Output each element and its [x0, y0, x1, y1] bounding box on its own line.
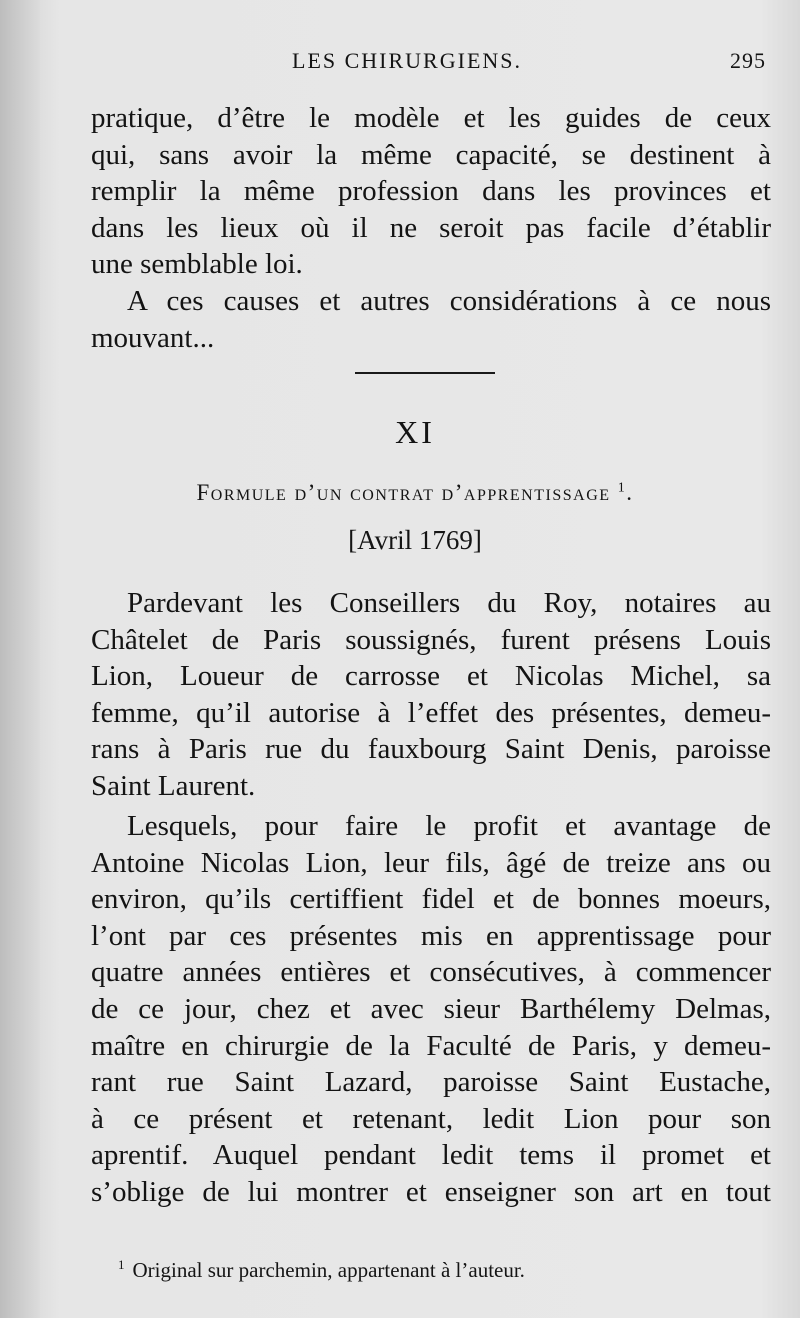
text-line: rans à Paris rue du fauxbourg Saint Denis, paroisse — [91, 733, 771, 766]
text-line: rant rue Saint Lazard, paroisse Saint Eustache, — [91, 1066, 771, 1099]
text-line: mouvant... — [91, 321, 215, 354]
page-number: 295 — [730, 48, 766, 73]
footnote-marker: 1 — [118, 1257, 125, 1272]
page-gutter — [0, 0, 40, 1318]
paragraph-2 — [91, 808, 771, 1211]
text-line: Châtelet de Paris soussignés, furent présens Louis — [91, 623, 771, 656]
footnote-ref: 1 — [617, 480, 627, 496]
text-line: remplir la même profession dans les provinces et — [91, 175, 771, 208]
text-line: Saint Laurent. — [91, 769, 256, 802]
running-head: LES CHIRURGIENS. — [292, 48, 523, 73]
text-line: dans les lieux où il ne seroit pas facile d’établir — [91, 211, 771, 244]
text-line: qui, sans avoir la même capacité, se destinent à — [91, 138, 771, 171]
text-line: A ces causes et autres considérations à ce nous — [127, 284, 771, 317]
intro-text — [91, 100, 771, 356]
text-line: Lion, Loueur de carrosse et Nicolas Michel, sa — [91, 660, 771, 693]
text-line: pratique, d’être le modèle et les guides de ceux — [91, 102, 771, 134]
text-line: l’ont par ces présentes mis en apprentissage pour — [91, 919, 771, 952]
text-line: s’oblige de lui montrer et enseigner son art en tout — [91, 1175, 771, 1208]
text-line: Lesquels, pour faire le profit et avantage de — [127, 810, 771, 842]
text-line: à ce présent et retenant, ledit Lion pour son — [91, 1102, 771, 1135]
section-title: Formule d’un contrat d’apprentissage $^1$. — [196, 480, 634, 505]
text-line: Antoine Nicolas Lion, leur fils, âgé de treize ans ou — [91, 846, 771, 879]
section-divider — [355, 372, 495, 374]
text-line: environ, qu’ils certiffient fidel et de bonnes moeurs, — [91, 883, 771, 916]
text-line: maître en chirurgie de la Faculté de Paris, y demeu- — [91, 1029, 771, 1062]
footnote-text: Original sur parchemin, appartenant à l’auteur. — [132, 1258, 525, 1282]
section-date: [Avril 1769] — [348, 525, 482, 555]
text-line: quatre années entières et consécutives, à commencer — [91, 956, 771, 989]
section-number: XI — [395, 414, 435, 450]
text-line: aprentif. Auquel pendant ledit tems il promet et — [91, 1139, 771, 1172]
page-header — [0, 48, 800, 78]
text-line: de ce jour, chez et avec sieur Barthélemy Delmas, — [91, 992, 771, 1025]
section-title-text: Formule d’un contrat d’apprentissage — [196, 480, 611, 505]
paragraph-1 — [91, 585, 771, 805]
closing-paragraph — [91, 283, 771, 356]
footnote — [118, 1257, 525, 1283]
intro-paragraph — [91, 100, 771, 283]
text-line: une semblable loi. — [91, 248, 303, 281]
text-line: Pardevant les Conseillers du Roy, notaires au — [127, 587, 771, 619]
text-line: femme, qu’il autorise à l’effet des présentes, demeu- — [91, 696, 771, 729]
